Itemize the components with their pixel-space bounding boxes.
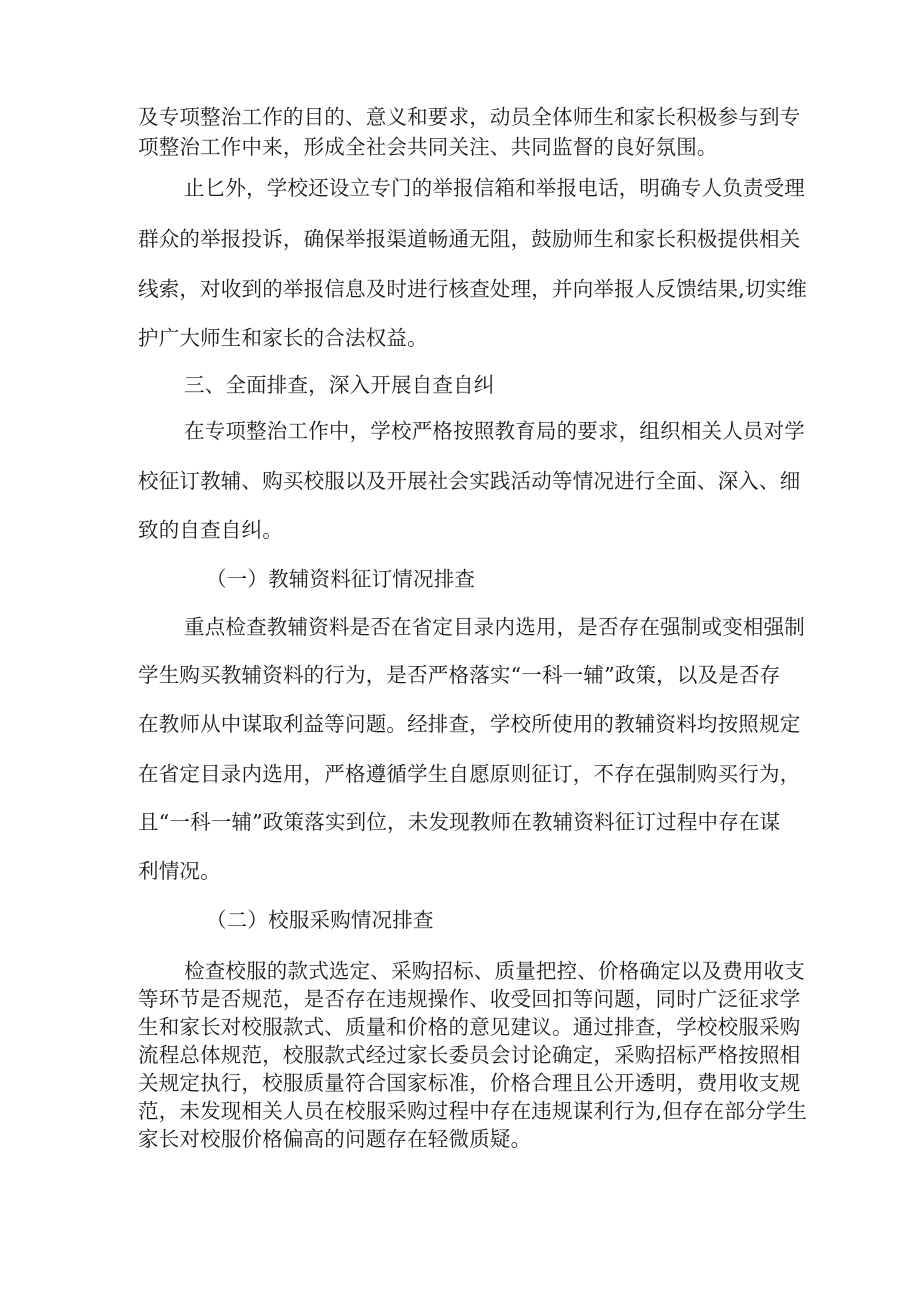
- heading-text: （二）校服采购情况排查: [206, 908, 434, 932]
- text-line: 流程总体规范，校服款式经过家长委员会讨论确定，采购招标严格按照相: [138, 1043, 801, 1067]
- text-line: 关规定执行，校服质量符合国家标准，价格合理且公开透明，费用收支规: [138, 1071, 801, 1095]
- text-line: 及专项整治工作的目的、意义和要求，动员全体师生和家长积极参与到专: [138, 105, 801, 129]
- text-line: 项整治工作中来，形成全社会共同关注、共同监督的良好氛围。: [138, 135, 718, 159]
- text-line: 校征订教辅、购买校服以及开展社会实践活动等情况进行全面、深入、细: [138, 469, 801, 493]
- text-line: 致的自查自纠。: [138, 518, 283, 542]
- text-line: 且“一科一辅”政策落实到位，未发现教师在教辅资料征订过程中存在谋: [138, 810, 781, 834]
- text-line: 等环节是否规范，是否存在违规操作、收受回扣等问题，同时广泛征求学: [138, 987, 801, 1011]
- text-line: 检查校服的款式选定、采购招标、质量把控、价格确定以及费用收支: [184, 959, 805, 983]
- text-line: 在教师从中谋取利益等问题。经排查，学校所使用的教辅资料均按照规定: [138, 712, 801, 736]
- text-line: 群众的举报投诉，确保举报渠道畅通无阻，鼓励师生和家长积极提供相关: [138, 227, 801, 251]
- text-line: 学生购买教辅资料的行为，是否严格落实“一科一辅”政策，以及是否存: [138, 663, 781, 687]
- text-line: 在省定目录内选用，严格遵循学生自愿原则征订，不存在强制购买行为，: [138, 762, 801, 786]
- text-line: 生和家长对校服款式、质量和价格的意见建议。通过排查，学校校服采购: [138, 1015, 801, 1039]
- heading-text: （一）教辅资料征订情况排查: [206, 567, 476, 591]
- text-line: 家长对校服价格偏高的问题存在轻微质疑。: [138, 1127, 532, 1151]
- text-line: 线索，对收到的举报信息及时进行核查处理，并向举报人反馈结果,切实维: [138, 277, 808, 301]
- text-line: 利情况。: [138, 859, 221, 883]
- text-line: 范，未发现相关人员在校服采购过程中存在违规谋利行为,但存在部分学生: [138, 1099, 808, 1123]
- text-line: 护广大师生和家长的合法权益。: [138, 326, 428, 350]
- text-line: 重点检查教辅资料是否在省定目录内选用，是否存在强制或变相强制: [184, 615, 805, 639]
- heading-text: 三、全面排查，深入开展自查自纠: [184, 373, 495, 397]
- text-line: 在专项整治工作中，学校严格按照教育局的要求，组织相关人员对学: [184, 419, 805, 443]
- text-line: 止匕外，学校还设立专门的举报信箱和举报电话，明确专人负责受理: [184, 176, 805, 200]
